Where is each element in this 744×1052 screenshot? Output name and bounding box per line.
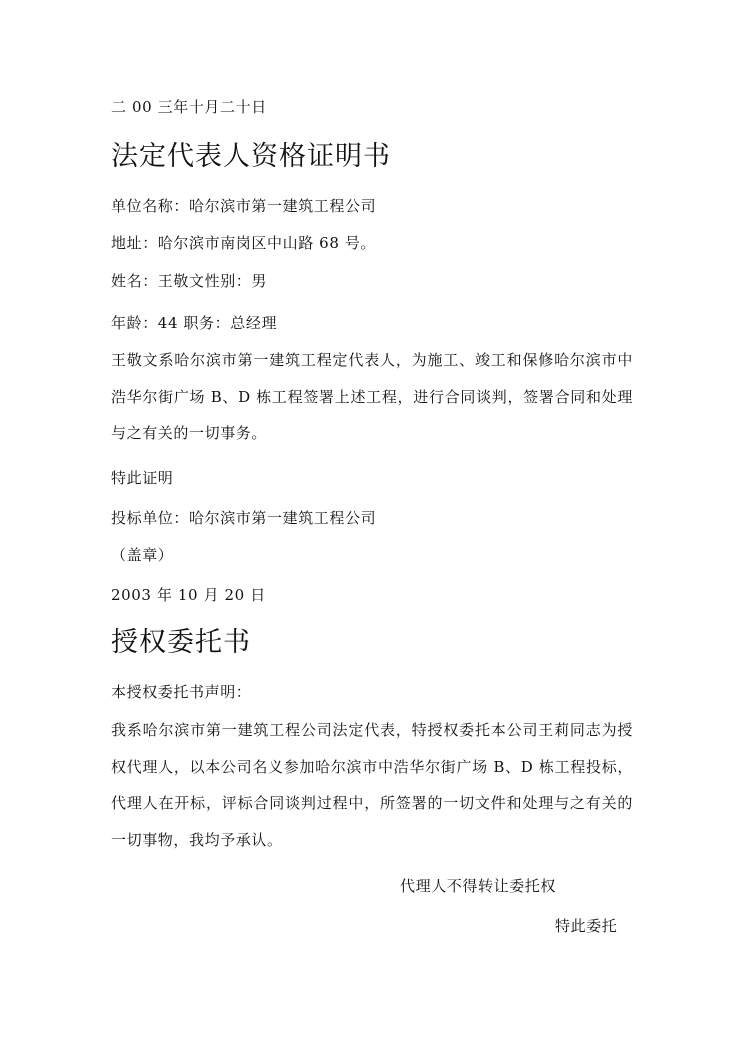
authorization-intro-line: 本授权委托书声明： (111, 683, 252, 701)
closing-line: 特此委托 (555, 917, 618, 935)
certify-line: 特此证明 (111, 469, 174, 487)
document-date-chinese: 二 00 三年十月二十日 (111, 98, 267, 116)
seal-line: （盖章） (111, 546, 174, 564)
age-position-line: 年龄：44 职务：总经理 (111, 314, 278, 332)
address-line: 地址：哈尔滨市南岗区中山路 68 号。 (111, 234, 377, 252)
name-gender-line: 姓名：王敬文性别：男 (111, 272, 268, 290)
authorization-body-paragraph: 我系哈尔滨市第一建筑工程公司法定代表，特授权委托本公司王莉同志为授权代理人，以本公司名义参加哈尔滨市中浩华尔街广场 B、D 栋工程投标，代理人在开标，评标合同谈判过程中，所签署的一切文件和处理与之有关的一切事物，我均予承认。 (111, 721, 633, 849)
bid-unit-line: 投标单位：哈尔滨市第一建筑工程公司 (111, 509, 377, 527)
certificate-date-line: 2003 年 10 月 20 日 (111, 586, 266, 604)
authorization-letter-title: 授权委托书 (111, 627, 251, 658)
no-transfer-line: 代理人不得转让委托权 (400, 877, 557, 895)
legal-rep-certificate-title: 法定代表人资格证明书 (111, 141, 391, 172)
unit-name-line: 单位名称：哈尔滨市第一建筑工程公司 (111, 197, 377, 215)
legal-rep-body-paragraph: 王敬文系哈尔滨市第一建筑工程定代表人，为施工、竣工和保修哈尔滨市中浩华尔街广场 B、D 栋工程签署上述工程，进行合同谈判，签署合同和处理与之有关的一切事务。 (111, 351, 633, 442)
